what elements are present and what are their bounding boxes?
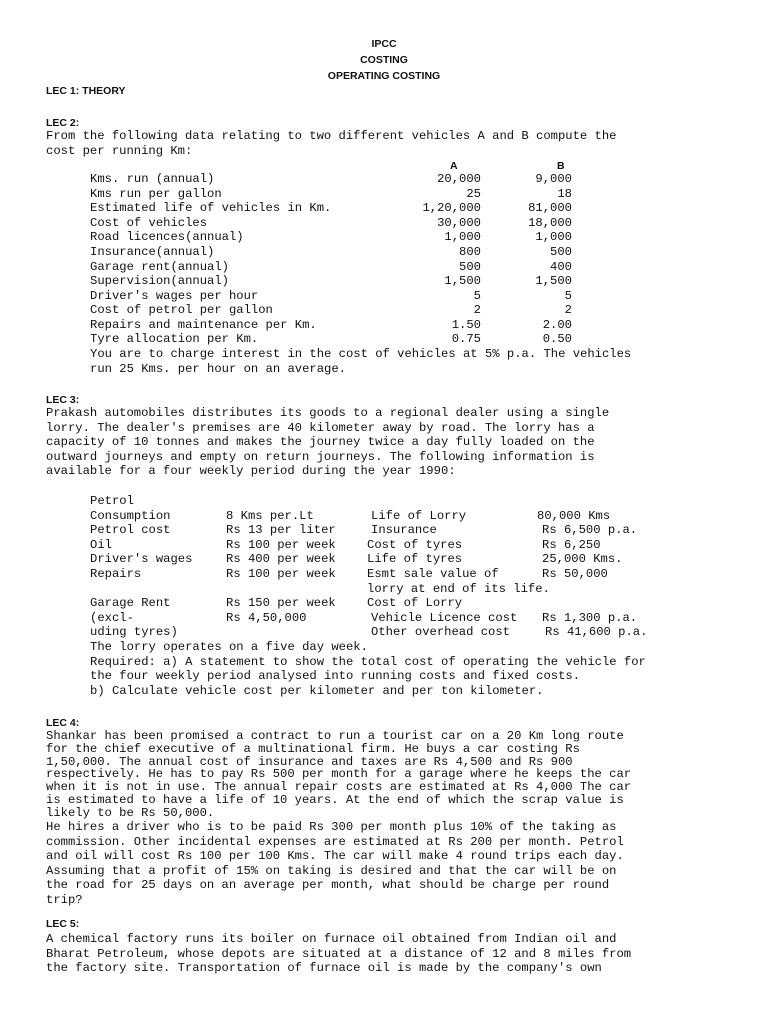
value-a: 2 bbox=[473, 303, 481, 317]
value-b: 400 bbox=[550, 260, 572, 274]
lec2-intro bbox=[46, 129, 722, 158]
text-line: the road for 25 days on an average per month, what should be charge per round bbox=[46, 878, 610, 893]
lec4-paragraph-1 bbox=[46, 730, 722, 820]
lec2-note bbox=[90, 347, 722, 376]
lec4-title: LEC 4: bbox=[46, 717, 80, 729]
lec3-title: LEC 3: bbox=[46, 394, 80, 406]
text-line: Assuming that a profit of 15% on taking is desired and that the car will be on bbox=[46, 863, 617, 878]
row-label: Estimated life of vehicles in Km. bbox=[90, 201, 332, 215]
text-line: commission. Other incidental expenses are estimated at Rs 200 per month. Petrol bbox=[46, 834, 624, 849]
lec5-paragraph bbox=[46, 932, 722, 976]
header-line-2: COSTING bbox=[360, 54, 408, 66]
row-label: Tyre allocation per Km. bbox=[90, 332, 259, 346]
cell: Vehicle Licence cost bbox=[371, 611, 518, 625]
cell: Other overhead cost bbox=[371, 625, 510, 639]
cell: Rs 13 per liter bbox=[226, 523, 336, 537]
header-line-1: IPCC bbox=[371, 38, 397, 50]
row-label: Kms run per gallon bbox=[90, 187, 222, 201]
value-a: 20,000 bbox=[437, 172, 481, 186]
value-b: 2.00 bbox=[542, 318, 572, 332]
cell: Oil bbox=[90, 538, 112, 552]
cell: Rs 100 per week bbox=[226, 538, 336, 552]
row-label: Kms. run (annual) bbox=[90, 172, 215, 186]
text-line: cost per running Km: bbox=[46, 143, 193, 158]
cell: lorry at end of its life. bbox=[367, 582, 550, 596]
cell: uding tyres) bbox=[90, 625, 178, 639]
cell: (excl- bbox=[90, 611, 134, 625]
cell: Rs 150 per week bbox=[226, 596, 336, 610]
cell: Insurance bbox=[371, 523, 437, 537]
value-b: 1,000 bbox=[535, 230, 572, 244]
text-line: is estimated to have a life of 10 years. At the end of which the scrap value is bbox=[46, 792, 624, 807]
lec3-intro bbox=[46, 406, 722, 479]
text-line: Bharat Petroleum, whose depots are situated at a distance of 12 and 8 miles from bbox=[46, 946, 632, 961]
lec5-title: LEC 5: bbox=[46, 918, 80, 930]
cell: Garage Rent bbox=[90, 596, 171, 610]
text-line: From the following data relating to two different vehicles A and B compute the bbox=[46, 129, 617, 143]
lec2-title: LEC 2: bbox=[46, 117, 80, 129]
text-line: likely to be Rs 50,000. bbox=[46, 805, 215, 820]
cell: Esmt sale value of bbox=[367, 567, 499, 581]
text-line: You are to charge interest in the cost of vehicles at 5% p.a. The vehicles bbox=[90, 347, 632, 361]
cell: Rs 400 per week bbox=[226, 552, 336, 566]
value-b: 500 bbox=[550, 245, 572, 259]
cell: Consumption bbox=[90, 509, 171, 523]
value-b: 0.50 bbox=[542, 332, 572, 346]
lec4-paragraph-2 bbox=[46, 820, 722, 908]
value-b: 18,000 bbox=[528, 216, 572, 230]
text-line: the factory site. Transportation of furnace oil is made by the company's own bbox=[46, 961, 602, 976]
cell: 80,000 Kms bbox=[537, 509, 611, 523]
row-label: Insurance(annual) bbox=[90, 245, 215, 259]
cell: Rs 6,250 bbox=[542, 538, 601, 552]
text-line: Shankar has been promised a contract to run a tourist car on a 20 Km long route bbox=[46, 729, 624, 743]
column-header-a: A bbox=[450, 160, 458, 172]
cell: Rs 4,50,000 bbox=[226, 611, 307, 625]
value-b: 9,000 bbox=[535, 172, 572, 186]
value-a: 500 bbox=[459, 260, 481, 274]
text-line: A chemical factory runs its boiler on furnace oil obtained from Indian oil and bbox=[46, 932, 617, 946]
value-a: 1.50 bbox=[451, 318, 481, 332]
text-line: trip? bbox=[46, 892, 83, 907]
text-line: available for a four weekly period during the year 1990: bbox=[46, 464, 456, 479]
row-label: Supervision(annual) bbox=[90, 274, 229, 288]
cell: Petrol bbox=[90, 494, 134, 508]
column-header-b: B bbox=[557, 160, 565, 172]
text-line: 1,50,000. The annual cost of insurance and taxes are Rs 4,500 and Rs 900 bbox=[46, 754, 573, 769]
cell: Life of tyres bbox=[367, 552, 463, 566]
row-label: Repairs and maintenance per Km. bbox=[90, 318, 317, 332]
text-line: Required: a) A statement to show the total cost of operating the vehicle for bbox=[90, 654, 646, 669]
value-b: 81,000 bbox=[528, 201, 572, 215]
text-line: lorry. The dealer's premises are 40 kilometer away by road. The lorry has a bbox=[46, 420, 595, 435]
value-a: 30,000 bbox=[437, 216, 481, 230]
row-label: Cost of vehicles bbox=[90, 216, 208, 230]
cell: Petrol cost bbox=[90, 523, 171, 537]
text-line: run 25 Kms. per hour on an average. bbox=[90, 361, 346, 376]
value-a: 5 bbox=[473, 289, 481, 303]
text-line: respectively. He has to pay Rs 500 per month for a garage where he keeps the car bbox=[46, 767, 632, 782]
text-line: for the chief executive of a multinational firm. He buys a car costing Rs bbox=[46, 741, 580, 756]
row-label: Driver's wages per hour bbox=[90, 289, 259, 303]
text-line: capacity of 10 tonnes and makes the journey twice a day fully loaded on the bbox=[46, 435, 595, 450]
value-a: 0.75 bbox=[451, 332, 481, 346]
cell: Repairs bbox=[90, 567, 142, 581]
text-line: when it is not in use. The annual repair costs are estimated at Rs 4,000 The car bbox=[46, 780, 632, 795]
cell: Rs 6,500 p.a. bbox=[542, 523, 638, 537]
row-label: Road licences(annual) bbox=[90, 230, 244, 244]
lec3-required bbox=[90, 640, 722, 698]
row-label: Garage rent(annual) bbox=[90, 260, 229, 274]
value-a: 800 bbox=[459, 245, 481, 259]
cell: Cost of tyres bbox=[367, 538, 463, 552]
cell: 8 Kms per.Lt bbox=[226, 509, 314, 523]
value-a: 1,500 bbox=[444, 274, 481, 288]
cell: Driver's wages bbox=[90, 552, 193, 566]
text-line: The lorry operates on a five day week. bbox=[90, 640, 368, 654]
cell: Rs 41,600 p.a. bbox=[545, 625, 648, 639]
cell: Life of Lorry bbox=[371, 509, 467, 523]
cell: Rs 50,000 bbox=[542, 567, 608, 581]
value-b: 2 bbox=[564, 303, 572, 317]
text-line: Prakash automobiles distributes its goods to a regional dealer using a single bbox=[46, 406, 610, 420]
header-line-3: OPERATING COSTING bbox=[327, 70, 441, 82]
text-line: b) Calculate vehicle cost per kilometer and per ton kilometer. bbox=[90, 683, 544, 698]
text-line: and oil will cost Rs 100 per 100 Kms. The car will make 4 round trips each day. bbox=[46, 849, 624, 864]
cell: 25,000 Kms. bbox=[542, 552, 623, 566]
text-line: outward journeys and empty on return journeys. The following information is bbox=[46, 449, 595, 464]
value-b: 18 bbox=[557, 187, 572, 201]
value-a: 1,20,000 bbox=[422, 201, 481, 215]
value-b: 1,500 bbox=[535, 274, 572, 288]
cell: Rs 1,300 p.a. bbox=[542, 611, 638, 625]
value-b: 5 bbox=[564, 289, 572, 303]
row-label: Cost of petrol per gallon bbox=[90, 303, 273, 317]
lec1-title: LEC 1: THEORY bbox=[46, 85, 126, 97]
text-line: He hires a driver who is to be paid Rs 300 per month plus 10% of the taking as bbox=[46, 820, 617, 834]
value-a: 1,000 bbox=[444, 230, 481, 244]
value-a: 25 bbox=[466, 187, 481, 201]
cell: Cost of Lorry bbox=[367, 596, 463, 610]
cell: Rs 100 per week bbox=[226, 567, 336, 581]
text-line: the four weekly period analysed into running costs and fixed costs. bbox=[90, 669, 581, 684]
